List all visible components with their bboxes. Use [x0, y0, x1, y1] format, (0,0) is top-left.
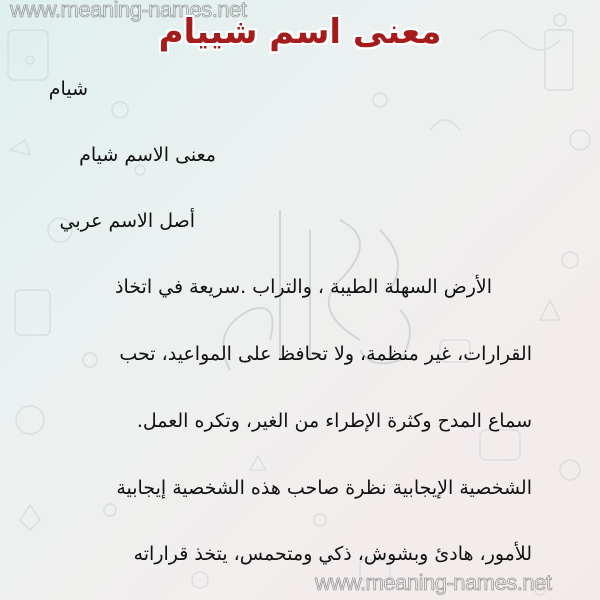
site-watermark-top: www.meaning-names.net [10, 0, 247, 22]
name-line: شيام [48, 78, 88, 100]
meaning-text-line-4: الشخصية الإيجابية نظرة صاحب هذه الشخصية إيجابية [116, 477, 532, 499]
name-meaning-heading: معنى الاسم شيام [79, 144, 216, 166]
name-origin-line: أصل الاسم عربي [59, 210, 195, 232]
meaning-text-line-1: الأرض السهلة الطيبة ، والتراب .سريعة في اتخاذ [115, 276, 492, 298]
meaning-text-line-5: للأمور، هادئ وبشوش، ذكي ومتحمس، يتخذ قراراته [133, 543, 532, 565]
site-watermark-bottom: www.meaning-names.net [315, 570, 552, 595]
page-title: معنى اسم شييام [158, 12, 442, 52]
meaning-text-line-2: القرارات، غير منظمة، ولا تحافظ على المواعيد، تحب [119, 343, 532, 365]
meaning-text-line-3: سماع المدح وكثرة الإطراء من الغير، وتكره العمل. [136, 410, 532, 432]
